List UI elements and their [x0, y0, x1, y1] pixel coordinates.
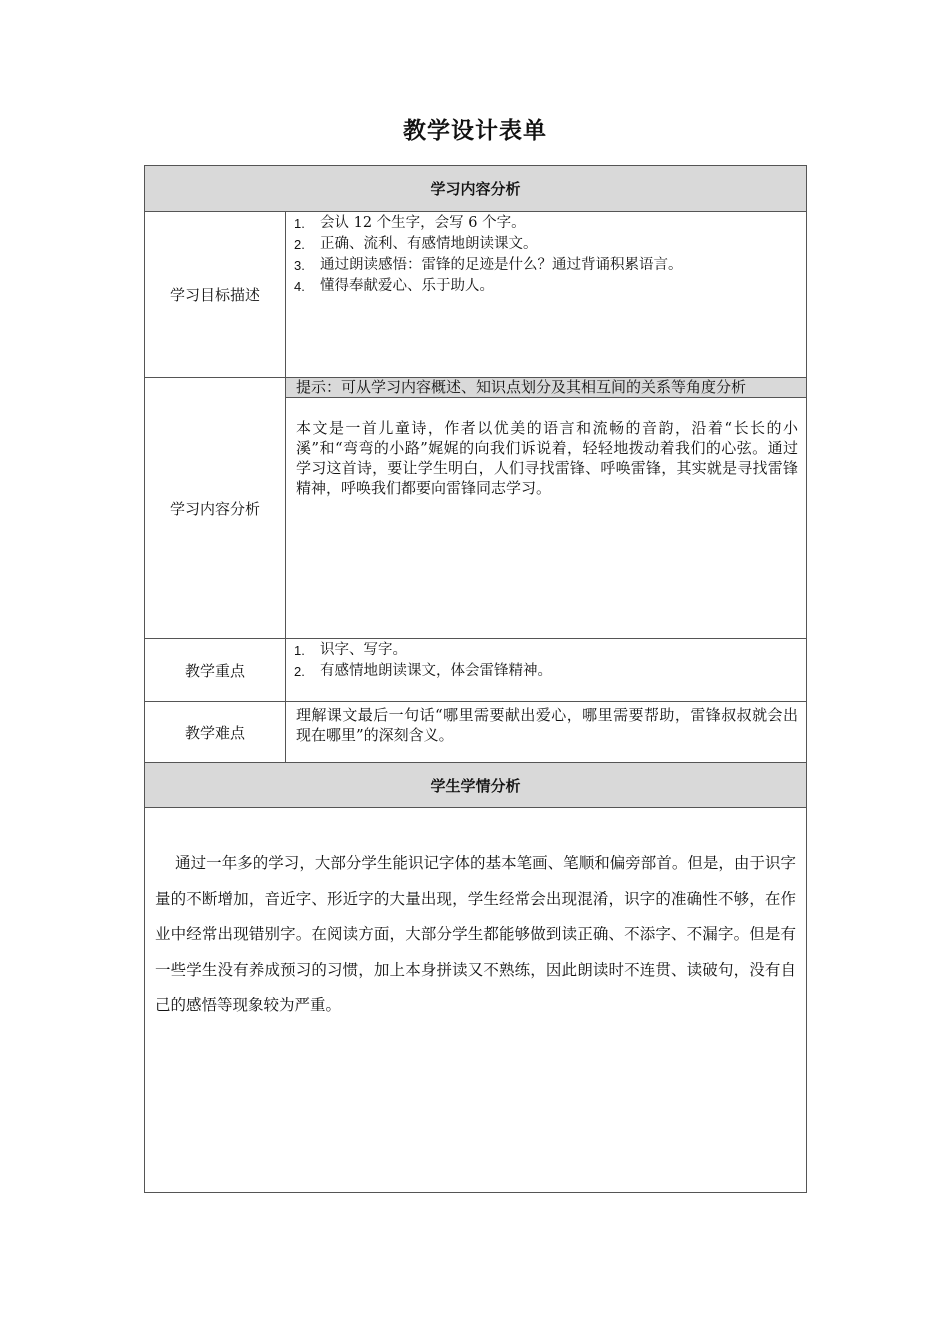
goals-row	[145, 212, 806, 378]
list-item: 1. 识字、写字。	[294, 642, 407, 658]
difficulties-label: 教学难点	[145, 702, 286, 762]
keypoints-label: 教学重点	[145, 639, 286, 701]
section-header-content-analysis: 学习内容分析	[145, 166, 806, 212]
list-item: 1. 会认 12 个生字，会写 6 个字。	[294, 215, 526, 231]
keypoints-list	[286, 640, 806, 682]
difficulties-row	[145, 702, 806, 762]
content-row	[145, 378, 806, 639]
goals-cell	[286, 212, 806, 377]
goals-label: 学习目标描述	[145, 212, 286, 377]
list-item: 2. 有感情地朗读课文，体会雷锋精神。	[294, 663, 552, 679]
content-label: 学习内容分析	[145, 378, 286, 638]
document-title: 教学设计表单	[403, 118, 547, 144]
list-item: 3. 通过朗读感悟：雷锋的足迹是什么？通过背诵积累语言。	[294, 257, 683, 273]
list-item: 4. 懂得奉献爱心、乐于助人。	[294, 278, 494, 294]
list-item: 2. 正确、流利、有感情地朗读课文。	[294, 236, 538, 252]
difficulties-body: 理解课文最后一句话“哪里需要献出爱心，哪里需要帮助，雷锋叔叔就会出现在哪里”的深刻含义。	[296, 706, 798, 744]
lesson-design-table	[144, 165, 807, 1193]
section-header-student-analysis: 学生学情分析	[145, 762, 806, 808]
content-body: 本文是一首儿童诗，作者以优美的语言和流畅的音韵，沿着“长长的小溪”和“弯弯的小路”娓娓的向我们诉说着，轻轻地拨动着我们的心弦。通过学习这首诗，要让学生明白，人们寻找雷锋、呼唤雷锋，其实就是寻找雷锋精神，呼唤我们都要向雷锋同志学习。	[296, 419, 798, 497]
goals-list	[286, 213, 806, 297]
keypoints-cell	[286, 639, 806, 701]
student-analysis-body: 通过一年多的学习，大部分学生能识记字体的基本笔画、笔顺和偏旁部首。但是，由于识字量的不断增加，音近字、形近字的大量出现，学生经常会出现混淆，识字的准确性不够，在作业中经常出现错别字。在阅读方面，大部分学生都能够做到读正确、不添字、不漏字。但是有一些学生没有养成预习的习惯，加上本身拼读又不熟练，因此朗读时不连贯、读破句，没有自己的感悟等现象较为严重。	[155, 854, 796, 1014]
content-hint: 提示：可从学习内容概述、知识点划分及其相互间的关系等角度分析	[286, 378, 806, 398]
keypoints-row	[145, 639, 806, 702]
difficulties-cell	[286, 702, 806, 762]
content-cell	[286, 378, 806, 638]
student-analysis-row	[145, 808, 806, 1192]
